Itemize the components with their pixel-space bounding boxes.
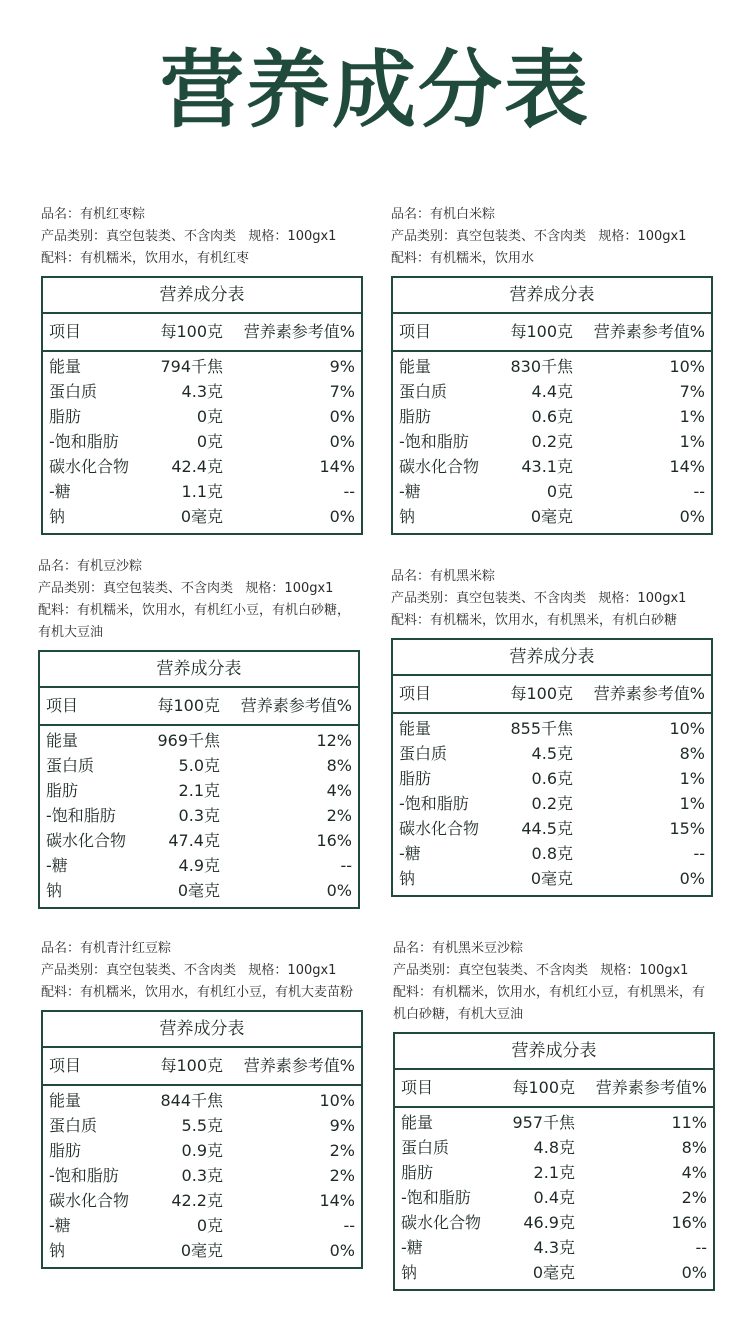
header-item: 项目	[401, 1078, 434, 1097]
product-info	[38, 556, 360, 644]
product-ingredients: 配料：有机糯米，饮用水，有机红小豆，有机黑米，有机白砂糖，有机大豆油	[393, 985, 706, 1022]
table-row	[49, 1238, 355, 1263]
header-nrv: 营养素参考值%	[595, 1078, 707, 1097]
product-ingredients: 配料：有机糯米，饮用水，有机黑米，有机白砂糖	[391, 613, 678, 628]
product-spec: 规格：100gx1	[598, 591, 687, 606]
amount-per-100g: 5.0克	[178, 756, 220, 775]
product-info	[393, 938, 715, 1026]
nutrient-name: 能量	[46, 731, 79, 750]
nrv-percent: 9%	[329, 357, 355, 376]
header-item: 项目	[399, 684, 432, 703]
table-row	[49, 404, 355, 429]
table-row	[399, 504, 705, 529]
table-row	[399, 479, 705, 504]
nutrient-name: 碳水化合物	[399, 457, 480, 476]
product-info	[41, 938, 363, 1004]
amount-per-100g: 0.2克	[531, 794, 573, 813]
nrv-percent: 4%	[681, 1163, 707, 1182]
product-name: 品名：有机红枣粽	[41, 207, 146, 222]
amount-per-100g: 4.5克	[531, 744, 573, 763]
header-per100g: 每100克	[510, 684, 573, 703]
amount-per-100g: 830千焦	[510, 357, 573, 376]
amount-per-100g: 0毫克	[180, 507, 223, 526]
product-panel-1	[41, 204, 363, 535]
table-header	[395, 1070, 713, 1108]
nrv-percent: 1%	[679, 407, 705, 426]
table-row	[46, 728, 352, 753]
product-ingredients: 配料：有机糯米，饮用水，有机红小豆，有机大麦苗粉	[41, 985, 354, 1000]
table-row	[46, 853, 352, 878]
nutrient-name: -糖	[401, 1238, 423, 1257]
nutrition-table	[41, 276, 363, 535]
table-row	[399, 429, 705, 454]
nrv-percent: 1%	[679, 432, 705, 451]
product-info	[391, 566, 713, 632]
nrv-percent: 9%	[329, 1116, 355, 1135]
product-name: 品名：有机黑米豆沙粽	[393, 941, 524, 956]
nutrient-name: 碳水化合物	[399, 819, 480, 838]
amount-per-100g: 844千焦	[160, 1091, 223, 1110]
amount-per-100g: 46.9克	[523, 1213, 575, 1232]
nrv-percent: 8%	[326, 756, 352, 775]
nutrient-name: 能量	[401, 1113, 434, 1132]
product-category: 产品类别：真空包装类、不含肉类	[391, 229, 587, 244]
nrv-percent: 7%	[679, 382, 705, 401]
table-row	[49, 1163, 355, 1188]
table-row	[49, 479, 355, 504]
nutrient-name: -饱和脂肪	[399, 432, 469, 451]
amount-per-100g: 4.3克	[181, 382, 223, 401]
table-header	[43, 314, 361, 352]
nutrient-name: -饱和脂肪	[49, 432, 119, 451]
nutrient-name: 脂肪	[399, 769, 432, 788]
amount-per-100g: 44.5克	[521, 819, 573, 838]
nrv-percent: --	[343, 482, 355, 501]
amount-per-100g: 43.1克	[521, 457, 573, 476]
amount-per-100g: 2.1克	[178, 781, 220, 800]
nrv-percent: --	[340, 856, 352, 875]
product-info	[391, 204, 713, 270]
amount-per-100g: 0毫克	[530, 507, 573, 526]
nrv-percent: 8%	[681, 1138, 707, 1157]
nrv-percent: 14%	[669, 457, 705, 476]
nutrient-name: 能量	[399, 357, 432, 376]
nrv-percent: 0%	[326, 881, 352, 900]
amount-per-100g: 0.6克	[531, 407, 573, 426]
table-row	[401, 1235, 707, 1260]
table-row	[49, 1138, 355, 1163]
table-row	[399, 866, 705, 891]
product-name: 品名：有机白米粽	[391, 207, 496, 222]
nutrient-name: 钠	[399, 869, 416, 888]
nutrient-name: 能量	[49, 357, 82, 376]
table-body	[43, 1086, 361, 1267]
header-nrv: 营养素参考值%	[243, 1056, 355, 1075]
table-title: 营养成分表	[395, 1034, 713, 1070]
product-category: 产品类别：真空包装类、不含肉类	[38, 581, 234, 596]
amount-per-100g: 1.1克	[181, 482, 223, 501]
header-nrv: 营养素参考值%	[243, 322, 355, 341]
table-row	[399, 404, 705, 429]
amount-per-100g: 4.8克	[533, 1138, 575, 1157]
nrv-percent: 4%	[326, 781, 352, 800]
header-nrv: 营养素参考值%	[593, 684, 705, 703]
product-category-line	[38, 578, 360, 600]
table-row	[399, 841, 705, 866]
amount-per-100g: 0克	[196, 432, 223, 451]
header-nrv: 营养素参考值%	[240, 696, 352, 715]
nrv-percent: 11%	[671, 1113, 707, 1132]
product-category-line	[41, 226, 363, 248]
table-title: 营养成分表	[43, 1012, 361, 1048]
nrv-percent: 10%	[319, 1091, 355, 1110]
amount-per-100g: 42.4克	[171, 457, 223, 476]
amount-per-100g: 855千焦	[510, 719, 573, 738]
table-row	[401, 1260, 707, 1285]
table-title: 营养成分表	[393, 640, 711, 676]
product-spec: 规格：100gx1	[245, 581, 334, 596]
table-row	[401, 1160, 707, 1185]
nrv-percent: 0%	[681, 1263, 707, 1282]
nutrient-name: -糖	[49, 1216, 71, 1235]
nrv-percent: 0%	[329, 1241, 355, 1260]
nutrient-name: -饱和脂肪	[401, 1188, 471, 1207]
nutrient-name: -糖	[46, 856, 68, 875]
header-nrv: 营养素参考值%	[593, 322, 705, 341]
amount-per-100g: 794千焦	[160, 357, 223, 376]
table-row	[399, 766, 705, 791]
amount-per-100g: 0.4克	[533, 1188, 575, 1207]
product-spec: 规格：100gx1	[598, 229, 687, 244]
nrv-percent: 14%	[319, 1191, 355, 1210]
nutrient-name: 碳水化合物	[401, 1213, 482, 1232]
amount-per-100g: 0.2克	[531, 432, 573, 451]
nrv-percent: 7%	[329, 382, 355, 401]
table-row	[49, 1213, 355, 1238]
product-category-line	[391, 588, 713, 610]
table-row	[46, 878, 352, 903]
amount-per-100g: 5.5克	[181, 1116, 223, 1135]
nrv-percent: 12%	[316, 731, 352, 750]
table-row	[399, 791, 705, 816]
nrv-percent: 1%	[679, 794, 705, 813]
nutrient-name: 钠	[49, 507, 66, 526]
nutrient-name: -糖	[399, 844, 421, 863]
header-per100g: 每100克	[157, 696, 220, 715]
nrv-percent: 2%	[329, 1166, 355, 1185]
product-panel-6	[393, 938, 715, 1291]
product-panel-3	[38, 556, 360, 909]
table-row	[399, 716, 705, 741]
nutrient-name: 蛋白质	[49, 382, 98, 401]
table-row	[401, 1185, 707, 1210]
table-header	[393, 314, 711, 352]
table-row	[46, 778, 352, 803]
table-body	[393, 714, 711, 895]
table-row	[401, 1110, 707, 1135]
nutrient-name: 能量	[49, 1091, 82, 1110]
table-row	[46, 803, 352, 828]
product-panel-4	[391, 566, 713, 897]
table-row	[401, 1135, 707, 1160]
table-header	[40, 688, 358, 726]
table-row	[49, 1088, 355, 1113]
nutrient-name: 蛋白质	[49, 1116, 98, 1135]
nrv-percent: 1%	[679, 769, 705, 788]
product-spec: 规格：100gx1	[248, 229, 337, 244]
header-item: 项目	[49, 1056, 82, 1075]
nutrient-name: 钠	[46, 881, 63, 900]
nutrient-name: 蛋白质	[399, 382, 448, 401]
amount-per-100g: 0.8克	[531, 844, 573, 863]
nrv-percent: 10%	[669, 719, 705, 738]
nutrient-name: 钠	[401, 1263, 418, 1282]
table-row	[399, 816, 705, 841]
product-name: 品名：有机黑米粽	[391, 569, 496, 584]
product-category: 产品类别：真空包装类、不含肉类	[41, 229, 237, 244]
table-title: 营养成分表	[393, 278, 711, 314]
product-category: 产品类别：真空包装类、不含肉类	[393, 963, 589, 978]
nrv-percent: 0%	[679, 507, 705, 526]
table-row	[49, 1188, 355, 1213]
table-row	[399, 741, 705, 766]
product-category: 产品类别：真空包装类、不含肉类	[391, 591, 587, 606]
amount-per-100g: 0.3克	[181, 1166, 223, 1185]
table-body	[43, 352, 361, 533]
table-row	[49, 504, 355, 529]
amount-per-100g: 0毫克	[180, 1241, 223, 1260]
nutrition-table	[38, 650, 360, 909]
table-row	[49, 379, 355, 404]
amount-per-100g: 0克	[546, 482, 573, 501]
amount-per-100g: 47.4克	[168, 831, 220, 850]
table-row	[49, 454, 355, 479]
nrv-percent: --	[343, 1216, 355, 1235]
header-per100g: 每100克	[512, 1078, 575, 1097]
product-category-line	[393, 960, 715, 982]
product-panel-5	[41, 938, 363, 1269]
nutrient-name: 脂肪	[49, 1141, 82, 1160]
amount-per-100g: 4.3克	[533, 1238, 575, 1257]
header-per100g: 每100克	[160, 322, 223, 341]
table-row	[46, 753, 352, 778]
table-header	[43, 1048, 361, 1086]
nrv-percent: 14%	[319, 457, 355, 476]
nrv-percent: 0%	[679, 869, 705, 888]
product-name: 品名：有机豆沙粽	[38, 559, 143, 574]
nutrient-name: 蛋白质	[46, 756, 95, 775]
header-item: 项目	[46, 696, 79, 715]
table-row	[399, 454, 705, 479]
table-row	[401, 1210, 707, 1235]
nrv-percent: 0%	[329, 407, 355, 426]
amount-per-100g: 2.1克	[533, 1163, 575, 1182]
product-panel-2	[391, 204, 713, 535]
nutrient-name: -饱和脂肪	[399, 794, 469, 813]
nutrition-table	[391, 638, 713, 897]
nrv-percent: 0%	[329, 432, 355, 451]
amount-per-100g: 4.9克	[178, 856, 220, 875]
nutrition-table	[391, 276, 713, 535]
nrv-percent: --	[693, 482, 705, 501]
table-row	[49, 1113, 355, 1138]
amount-per-100g: 969千焦	[157, 731, 220, 750]
nutrient-name: -饱和脂肪	[49, 1166, 119, 1185]
nrv-percent: --	[695, 1238, 707, 1257]
product-ingredients: 配料：有机糯米，饮用水，有机红枣	[41, 251, 250, 266]
nutrient-name: 碳水化合物	[46, 831, 127, 850]
amount-per-100g: 0毫克	[530, 869, 573, 888]
nrv-percent: 16%	[671, 1213, 707, 1232]
table-header	[393, 676, 711, 714]
table-row	[46, 828, 352, 853]
table-row	[399, 354, 705, 379]
product-category-line	[41, 960, 363, 982]
table-body	[393, 352, 711, 533]
nrv-percent: 2%	[329, 1141, 355, 1160]
nutrient-name: 蛋白质	[399, 744, 448, 763]
nutrient-name: 脂肪	[46, 781, 79, 800]
amount-per-100g: 0克	[196, 1216, 223, 1235]
nutrient-name: -糖	[49, 482, 71, 501]
nrv-percent: 16%	[316, 831, 352, 850]
product-ingredients: 配料：有机糯米，饮用水，有机红小豆，有机白砂糖，有机大豆油	[38, 603, 351, 640]
header-item: 项目	[399, 322, 432, 341]
nutrient-name: 钠	[49, 1241, 66, 1260]
table-body	[40, 726, 358, 907]
table-title: 营养成分表	[43, 278, 361, 314]
page-title: 营养成分表	[159, 41, 590, 139]
nutrient-name: -饱和脂肪	[46, 806, 116, 825]
nrv-percent: 8%	[679, 744, 705, 763]
nrv-percent: 15%	[669, 819, 705, 838]
nrv-percent: 2%	[326, 806, 352, 825]
nutrient-name: 碳水化合物	[49, 457, 130, 476]
nutrient-name: 脂肪	[401, 1163, 434, 1182]
nutrient-name: 能量	[399, 719, 432, 738]
table-row	[49, 354, 355, 379]
nutrition-table	[41, 1010, 363, 1269]
nutrient-name: 碳水化合物	[49, 1191, 130, 1210]
header-per100g: 每100克	[510, 322, 573, 341]
nrv-percent: 2%	[681, 1188, 707, 1207]
nutrient-name: 钠	[399, 507, 416, 526]
nutrient-name: -糖	[399, 482, 421, 501]
product-category: 产品类别：真空包装类、不含肉类	[41, 963, 237, 978]
header-per100g: 每100克	[160, 1056, 223, 1075]
nutrient-name: 蛋白质	[401, 1138, 450, 1157]
product-spec: 规格：100gx1	[248, 963, 337, 978]
amount-per-100g: 0毫克	[177, 881, 220, 900]
nutrition-table	[393, 1032, 715, 1291]
amount-per-100g: 0克	[196, 407, 223, 426]
nrv-percent: --	[693, 844, 705, 863]
amount-per-100g: 0.6克	[531, 769, 573, 788]
nrv-percent: 10%	[669, 357, 705, 376]
product-info	[41, 204, 363, 270]
amount-per-100g: 0.3克	[178, 806, 220, 825]
table-row	[49, 429, 355, 454]
amount-per-100g: 4.4克	[531, 382, 573, 401]
amount-per-100g: 957千焦	[512, 1113, 575, 1132]
product-name: 品名：有机青汁红豆粽	[41, 941, 172, 956]
nutrient-name: 脂肪	[49, 407, 82, 426]
amount-per-100g: 0毫克	[532, 1263, 575, 1282]
nrv-percent: 0%	[329, 507, 355, 526]
table-body	[395, 1108, 713, 1289]
nutrient-name: 脂肪	[399, 407, 432, 426]
product-spec: 规格：100gx1	[600, 963, 689, 978]
product-ingredients: 配料：有机糯米，饮用水	[391, 251, 535, 266]
product-category-line	[391, 226, 713, 248]
table-title: 营养成分表	[40, 652, 358, 688]
table-row	[399, 379, 705, 404]
amount-per-100g: 42.2克	[171, 1191, 223, 1210]
header-item: 项目	[49, 322, 82, 341]
amount-per-100g: 0.9克	[181, 1141, 223, 1160]
